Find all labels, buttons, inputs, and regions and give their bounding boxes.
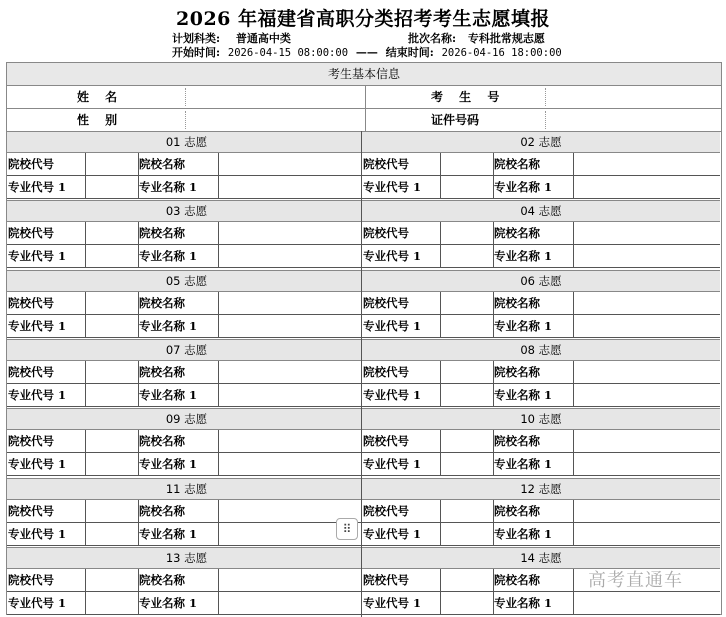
school-code-field[interactable] — [85, 292, 86, 314]
choice-row — [362, 500, 720, 523]
major-code-label: 专业代号 1 — [363, 526, 422, 541]
school-code-label: 院校代号 — [8, 157, 54, 171]
school-code-label: 院校代号 — [8, 295, 54, 310]
choice-title: 05 志愿 — [7, 270, 366, 292]
major-name-field[interactable] — [573, 384, 574, 406]
major-code-field[interactable] — [440, 523, 441, 545]
school-code-label: 院校代号 — [363, 226, 409, 241]
choice-title: 06 志愿 — [362, 270, 720, 292]
major-name-label: 专业名称 1 — [139, 180, 198, 194]
major-code-field[interactable] — [85, 176, 86, 198]
end-label: 结束时间: — [385, 46, 434, 59]
batch-value: 专科批常规志愿 — [467, 32, 545, 45]
major-name-field[interactable] — [218, 523, 219, 545]
major-name-label: 专业名称 1 — [494, 318, 553, 333]
major-code-field[interactable] — [440, 453, 441, 475]
major-code-field[interactable] — [85, 592, 86, 614]
major-code-label: 专业代号 1 — [8, 526, 67, 541]
choice-row — [362, 245, 720, 268]
info-row-name — [7, 86, 721, 109]
major-code-label: 专业代号 1 — [8, 249, 67, 264]
major-name-field[interactable] — [573, 315, 574, 337]
school-code-label: 院校代号 — [363, 157, 409, 171]
plan-type-value: 普通高中类 — [235, 32, 291, 45]
school-code-field[interactable] — [85, 430, 86, 452]
choice-title: 10 志愿 — [362, 408, 720, 430]
major-name-label: 专业名称 1 — [494, 180, 553, 194]
school-name-label: 院校名称 — [494, 503, 540, 518]
major-name-field[interactable] — [573, 592, 574, 614]
choice-card — [7, 270, 366, 340]
school-code-label: 院校代号 — [8, 364, 54, 379]
choice-row — [7, 315, 366, 338]
school-name-field[interactable] — [573, 292, 574, 314]
choice-row — [7, 430, 366, 453]
school-code-field[interactable] — [440, 153, 441, 175]
start-value: 2026-04-15 08:00:00 — [227, 47, 349, 59]
major-code-label: 专业代号 1 — [363, 387, 422, 402]
major-code-label: 专业代号 1 — [363, 595, 422, 610]
school-name-field[interactable] — [218, 430, 219, 452]
choice-title: 09 志愿 — [7, 408, 366, 430]
choice-card — [361, 270, 720, 340]
exam-no-label: 考 生 号 — [431, 90, 506, 104]
major-name-field[interactable] — [218, 315, 219, 337]
choice-title: 04 志愿 — [362, 200, 720, 222]
major-name-field[interactable] — [218, 176, 219, 198]
school-name-field[interactable] — [573, 222, 574, 244]
major-name-field[interactable] — [218, 592, 219, 614]
choice-card — [7, 478, 366, 548]
school-name-field[interactable] — [573, 500, 574, 522]
major-code-label: 专业代号 1 — [8, 387, 67, 402]
school-code-label: 院校代号 — [8, 503, 54, 518]
choice-row — [362, 430, 720, 453]
school-name-label: 院校名称 — [494, 434, 540, 449]
choice-row — [362, 384, 720, 407]
choice-row — [7, 453, 366, 476]
major-code-field[interactable] — [440, 176, 441, 198]
choice-card — [7, 131, 366, 201]
school-code-label: 院校代号 — [363, 295, 409, 310]
choice-card — [361, 339, 720, 409]
school-name-field[interactable] — [573, 153, 574, 175]
major-name-label: 专业名称 1 — [139, 318, 198, 333]
major-code-label: 专业代号 1 — [363, 180, 422, 194]
choice-title: 07 志愿 — [7, 339, 366, 361]
choice-row — [362, 292, 720, 315]
school-name-label: 院校名称 — [139, 572, 185, 587]
gender-label: 性 别 — [77, 113, 124, 127]
major-name-label: 专业名称 1 — [494, 595, 553, 610]
choice-row — [7, 523, 366, 546]
watermark: 高考直通车 — [588, 570, 683, 591]
major-code-field[interactable] — [440, 384, 441, 406]
choice-row — [362, 592, 720, 615]
school-code-label: 院校代号 — [363, 364, 409, 379]
page-title: 2026 年福建省高职分类招考考生志愿填报 — [176, 8, 550, 30]
school-name-label: 院校名称 — [494, 364, 540, 379]
choice-row — [362, 176, 720, 199]
plan-type-label: 计划科类: — [172, 32, 221, 45]
school-name-label: 院校名称 — [139, 226, 185, 241]
major-code-label: 专业代号 1 — [8, 180, 67, 194]
school-code-label: 院校代号 — [8, 572, 54, 587]
school-code-field[interactable] — [85, 569, 86, 591]
major-code-label: 专业代号 1 — [363, 249, 422, 264]
major-code-field[interactable] — [85, 384, 86, 406]
choice-row — [7, 245, 366, 268]
info-row-gender — [7, 109, 721, 132]
basic-info-title: 考生基本信息 — [7, 63, 721, 86]
major-code-label: 专业代号 1 — [8, 318, 67, 333]
school-code-label: 院校代号 — [363, 503, 409, 518]
choice-row — [7, 153, 366, 176]
school-name-label: 院校名称 — [494, 157, 540, 171]
choice-card — [7, 339, 366, 409]
time-range — [172, 44, 562, 60]
school-name-field[interactable] — [573, 569, 574, 591]
school-code-label: 院校代号 — [8, 226, 54, 241]
school-code-field[interactable] — [85, 153, 86, 175]
choice-row — [362, 361, 720, 384]
choice-card — [361, 131, 720, 201]
school-code-field[interactable] — [440, 500, 441, 522]
choice-row — [362, 222, 720, 245]
major-name-field[interactable] — [573, 453, 574, 475]
major-code-label: 专业代号 1 — [363, 318, 422, 333]
choice-row — [7, 384, 366, 407]
choice-card — [361, 408, 720, 478]
major-name-label: 专业名称 1 — [139, 457, 198, 472]
choice-card — [7, 547, 366, 617]
major-name-label: 专业名称 1 — [139, 249, 198, 264]
choice-row — [362, 153, 720, 176]
major-code-label: 专业代号 1 — [363, 457, 422, 472]
school-name-field[interactable] — [218, 222, 219, 244]
choice-card — [7, 408, 366, 478]
school-code-field[interactable] — [440, 569, 441, 591]
school-name-field[interactable] — [218, 292, 219, 314]
school-name-label: 院校名称 — [139, 434, 185, 449]
major-name-label: 专业名称 1 — [139, 387, 198, 402]
choice-title: 14 志愿 — [362, 547, 720, 569]
major-name-field[interactable] — [573, 523, 574, 545]
major-name-label: 专业名称 1 — [494, 387, 553, 402]
school-code-field[interactable] — [440, 430, 441, 452]
choice-card — [361, 478, 720, 548]
choice-card — [7, 200, 366, 270]
choice-row — [362, 315, 720, 338]
choice-row — [362, 453, 720, 476]
end-value: 2026-04-16 18:00:00 — [441, 47, 562, 59]
choice-title: 02 志愿 — [362, 131, 720, 153]
major-name-label: 专业名称 1 — [494, 249, 553, 264]
choice-row — [7, 222, 366, 245]
school-name-field[interactable] — [218, 500, 219, 522]
major-name-field[interactable] — [573, 245, 574, 267]
school-name-label: 院校名称 — [494, 572, 540, 587]
major-code-field[interactable] — [440, 315, 441, 337]
school-code-field[interactable] — [440, 361, 441, 383]
school-name-label: 院校名称 — [139, 503, 185, 518]
school-code-label: 院校代号 — [363, 572, 409, 587]
school-code-field[interactable] — [440, 292, 441, 314]
school-code-label: 院校代号 — [8, 434, 54, 449]
major-code-field[interactable] — [440, 592, 441, 614]
school-code-field[interactable] — [440, 222, 441, 244]
choice-title: 01 志愿 — [7, 131, 366, 153]
school-name-field[interactable] — [573, 430, 574, 452]
major-name-label: 专业名称 1 — [494, 526, 553, 541]
school-name-label: 院校名称 — [139, 157, 185, 171]
choice-row — [7, 361, 366, 384]
school-code-field[interactable] — [85, 500, 86, 522]
choice-row — [362, 523, 720, 546]
major-code-label: 专业代号 1 — [8, 595, 67, 610]
school-name-field[interactable] — [573, 361, 574, 383]
major-code-field[interactable] — [85, 245, 86, 267]
school-name-label: 院校名称 — [494, 295, 540, 310]
choice-title: 03 志愿 — [7, 200, 366, 222]
major-name-label: 专业名称 1 — [139, 595, 198, 610]
major-code-field[interactable] — [440, 245, 441, 267]
application-form — [6, 62, 722, 615]
school-name-label: 院校名称 — [139, 364, 185, 379]
id-no-label: 证件号码 — [431, 113, 480, 127]
major-code-field[interactable] — [85, 523, 86, 545]
school-name-field[interactable] — [218, 153, 219, 175]
start-label: 开始时间: — [172, 46, 221, 59]
choice-card — [361, 200, 720, 270]
school-name-label: 院校名称 — [494, 226, 540, 241]
major-name-field[interactable] — [573, 176, 574, 198]
choice-row — [7, 569, 366, 592]
school-code-field[interactable] — [85, 361, 86, 383]
choice-title: 08 志愿 — [362, 339, 720, 361]
choice-row — [7, 176, 366, 199]
major-name-label: 专业名称 1 — [494, 457, 553, 472]
grip-dots-icon[interactable]: ⠿ — [336, 518, 358, 540]
choice-title: 12 志愿 — [362, 478, 720, 500]
choice-title: 13 志愿 — [7, 547, 366, 569]
name-label: 姓 名 — [77, 90, 124, 104]
major-name-field[interactable] — [218, 453, 219, 475]
school-code-label: 院校代号 — [363, 434, 409, 449]
major-code-field[interactable] — [85, 453, 86, 475]
school-code-field[interactable] — [85, 222, 86, 244]
school-name-field[interactable] — [218, 569, 219, 591]
choice-row — [7, 592, 366, 615]
choice-row — [7, 500, 366, 523]
choice-row — [7, 292, 366, 315]
major-name-field[interactable] — [218, 384, 219, 406]
school-name-label: 院校名称 — [139, 295, 185, 310]
major-code-field[interactable] — [85, 315, 86, 337]
school-name-field[interactable] — [218, 361, 219, 383]
major-code-label: 专业代号 1 — [8, 457, 67, 472]
time-dash: —— — [355, 46, 378, 59]
major-name-label: 专业名称 1 — [139, 526, 198, 541]
batch-label: 批次名称: — [408, 32, 457, 45]
major-name-field[interactable] — [218, 245, 219, 267]
choice-title: 11 志愿 — [7, 478, 366, 500]
